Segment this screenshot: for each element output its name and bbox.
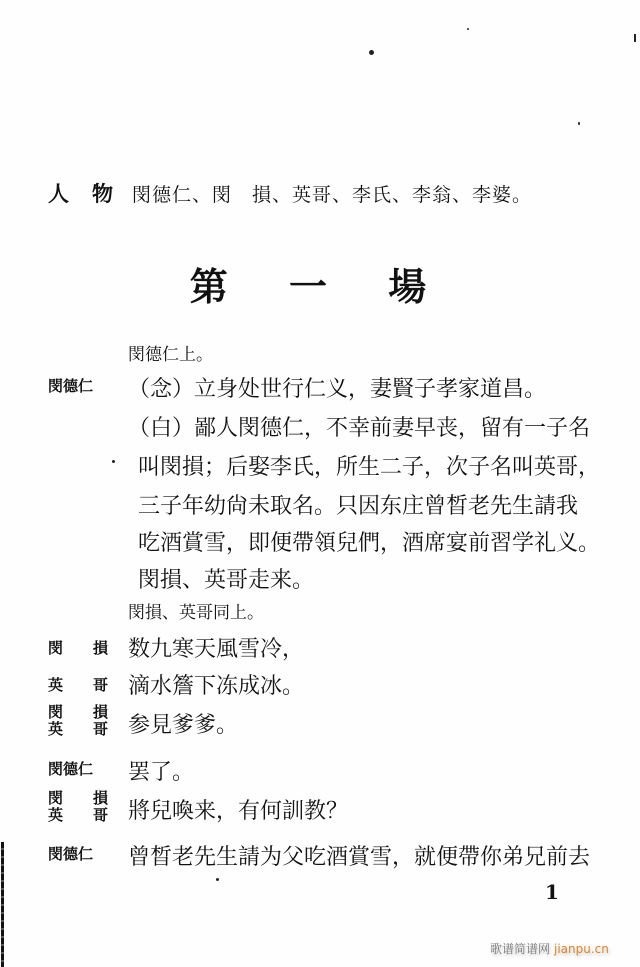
speaker-char: 哥 xyxy=(92,806,108,824)
dialogue-line: 吃酒賞雪，即便帶領兒們，酒席宴前習学礼义。 xyxy=(138,531,601,556)
dialogue-line: 曾晳老先生請为父吃酒賞雪，就便帶你弟兄前去 xyxy=(128,845,591,870)
speaker-char: 哥 xyxy=(92,720,108,738)
dialogue-line: 三子年幼尙未取名。只因东庄曾晳老先生請我 xyxy=(138,494,579,519)
dialogue-line: 將兒喚来，有何訓教？ xyxy=(128,799,349,824)
watermark-cn: 歌谱简谱网 xyxy=(490,942,551,956)
dialogue-line: 閔損、英哥走来。 xyxy=(138,568,315,593)
stage-direction: 閔損、英哥同上。 xyxy=(128,603,264,623)
speaker-label-joint xyxy=(48,704,108,738)
speaker-label-joint xyxy=(48,790,108,824)
dialogue-line: 罢了。 xyxy=(128,760,195,785)
dialogue-line: 滴水簷下冻成冰。 xyxy=(128,674,305,699)
speaker-char: 英 xyxy=(48,676,64,694)
stage-direction: 閔德仁上。 xyxy=(128,345,213,365)
dialogue-line: （白）鄙人閔德仁，不幸前妻早丧，留有一子名 xyxy=(128,416,591,441)
speaker-char: 損 xyxy=(92,789,108,807)
speaker-char: 閔 xyxy=(48,789,64,807)
scan-edge-line xyxy=(1,842,4,967)
watermark xyxy=(490,940,609,957)
scan-speck xyxy=(112,460,115,463)
speaker-char: 損 xyxy=(92,703,108,721)
speaker-label: 閔德仁 xyxy=(48,760,94,778)
scan-speck xyxy=(216,878,219,881)
speaker-label xyxy=(48,677,108,694)
watermark-site: jianpu.cn xyxy=(554,942,609,956)
scene-title: 第 一 場 xyxy=(189,264,451,309)
page-number: 1 xyxy=(545,880,559,904)
speaker-label: 閔德仁 xyxy=(48,845,94,863)
scan-speck xyxy=(467,28,469,30)
cast-label-char: 人 xyxy=(48,182,70,206)
dialogue-line: （念）立身处世行仁义，妻賢子孝家道昌。 xyxy=(128,377,547,402)
speaker-label: 閔德仁 xyxy=(48,377,94,395)
speaker-char: 英 xyxy=(48,720,64,738)
speaker-char: 英 xyxy=(48,806,64,824)
dialogue-line: 数九寒天風雪冷， xyxy=(128,637,305,662)
speaker-char: 閔 xyxy=(48,639,64,657)
cast-label xyxy=(48,182,114,206)
scan-speck xyxy=(369,50,374,55)
scan-speck xyxy=(578,122,580,125)
speaker-char: 損 xyxy=(92,639,108,657)
speaker-char: 哥 xyxy=(92,676,108,694)
cast-names: 閔德仁、閔 損、英哥、李氏、李翁、李婆。 xyxy=(132,184,533,206)
speaker-char: 閔 xyxy=(48,703,64,721)
scan-speck xyxy=(634,34,636,42)
speaker-label xyxy=(48,640,108,657)
cast-list xyxy=(48,178,532,208)
cast-label-char: 物 xyxy=(92,182,114,206)
dialogue-line: 参見爹爹。 xyxy=(128,713,239,738)
dialogue-line: 叫閔損；后娶李氏，所生二子，次子名叫英哥， xyxy=(138,455,601,480)
